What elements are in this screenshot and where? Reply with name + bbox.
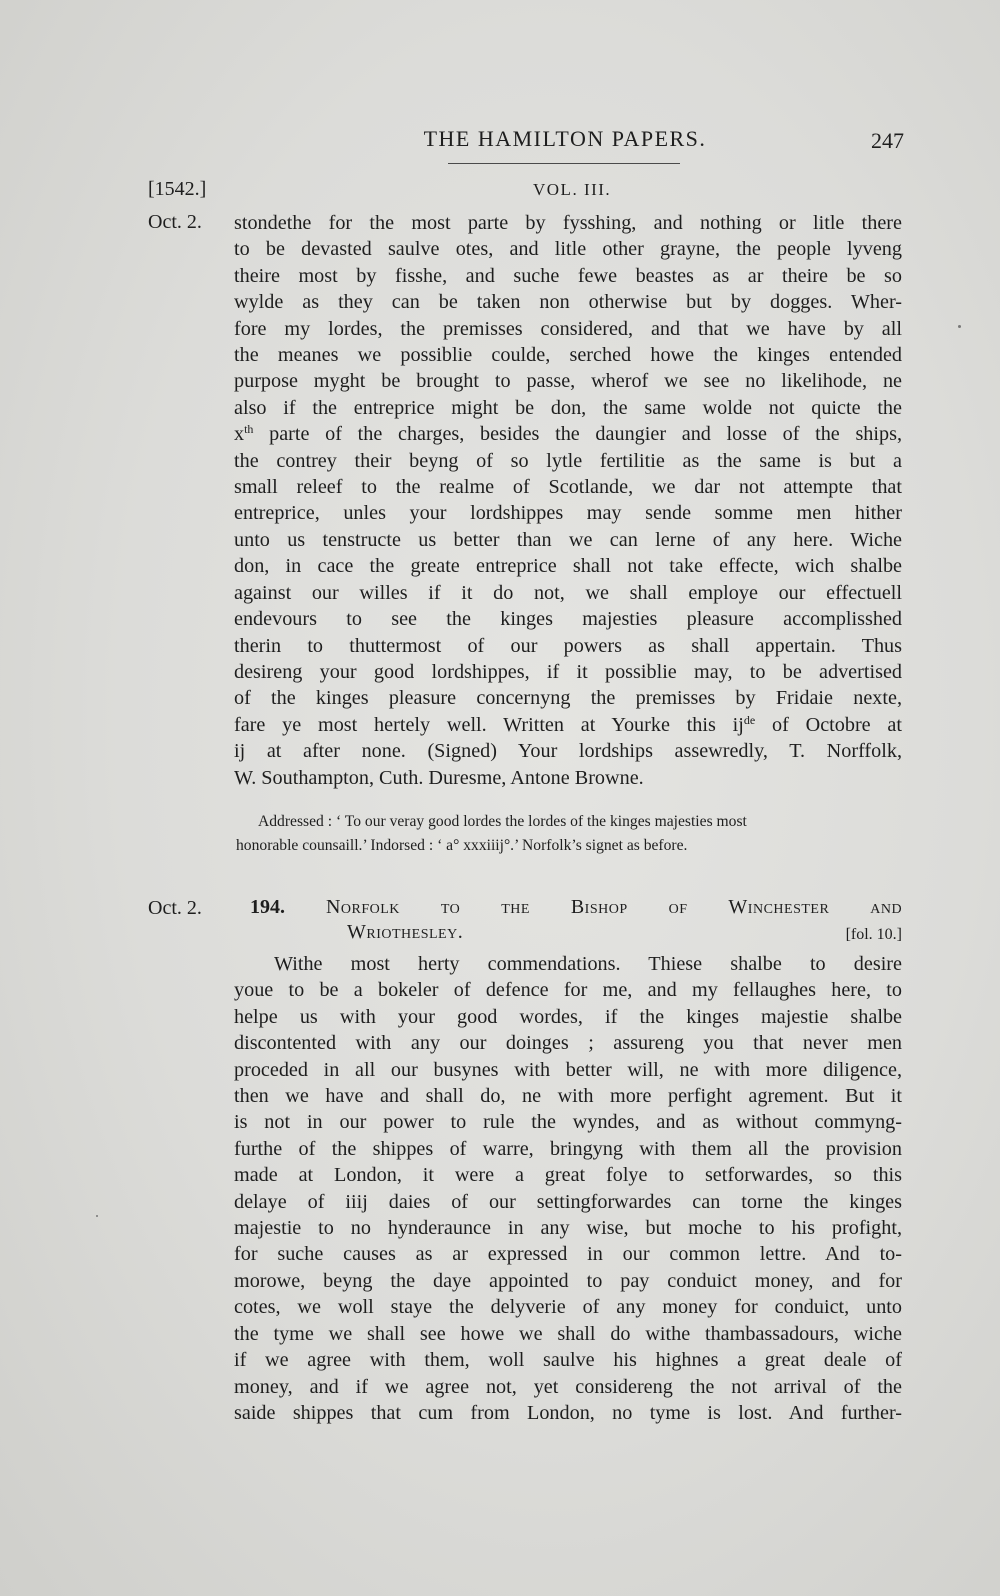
text-line: stondethe for the most parte by fysshing, and nothing or litle there bbox=[234, 212, 902, 234]
text-line: furthe of the shippes of warre, bringyng with them all the provision bbox=[234, 1137, 902, 1160]
line-start: fare ye most hertely well. Written at Yourke this ij bbox=[234, 713, 744, 736]
text-line: if we agree with them, woll saulve his highnes a great deale of bbox=[234, 1349, 902, 1372]
running-title: THE HAMILTON PAPERS. bbox=[423, 126, 707, 151]
heading-recipient: Wriothesley. bbox=[347, 921, 464, 943]
text-line: to be devasted saulve otes, and litle other grayne, the people lyveng bbox=[234, 238, 902, 261]
text-line: also if the entreprice might be don, the same wolde not quicte the bbox=[234, 396, 902, 419]
text-line: unto us tenstructe us better than we can lerne of any here. Wiche bbox=[234, 528, 902, 551]
text-line: proceded in all our busynes with better will, ne with more diligence, bbox=[234, 1058, 902, 1081]
note-line: Addressed : ‘ To our veray good lordes the lordes of the kinges majesties most bbox=[258, 813, 747, 830]
text-line: for suche causes as ar expressed in our common lettre. And to- bbox=[234, 1243, 902, 1266]
text-line: delaye of iiij daies of our settingforwardes can torne the kinges bbox=[234, 1190, 902, 1213]
title-rule bbox=[448, 163, 680, 164]
text-line: helpe us with your good wordes, if the kinges majestie shalbe bbox=[234, 1005, 902, 1028]
date-suffix: de bbox=[743, 712, 756, 727]
ordinal-suffix: th bbox=[244, 422, 254, 437]
text-line: cotes, we woll staye the delyverie of any money for conduict, unto bbox=[234, 1296, 902, 1319]
text-line: the meanes we possiblie coulde, serched howe the kinges entended bbox=[234, 344, 902, 367]
text-line: therin to thuttermost of our powers as shall appertain. Thus bbox=[234, 634, 902, 657]
text-line: desireng your good lordshippes, if it possiblie may, to be advertised bbox=[234, 660, 902, 683]
margin-date: Oct. 2. bbox=[148, 211, 202, 233]
text-line: purpose myght be brought to passe, wherof we see no likelihode, ne bbox=[234, 370, 902, 393]
paper-speck bbox=[958, 325, 961, 328]
text-line: wylde as they can be taken non otherwise but by dogges. Wher- bbox=[234, 291, 902, 314]
text-line bbox=[234, 421, 902, 447]
entry-heading bbox=[250, 895, 902, 945]
folio-reference: [fol. 10.] bbox=[845, 926, 902, 943]
text-line: small releef to the realme of Scotlande, we dar not attempte that bbox=[234, 476, 902, 499]
volume-label: VOL. III. bbox=[533, 180, 612, 199]
page-number: 247 bbox=[871, 128, 904, 153]
heading-line bbox=[250, 895, 902, 920]
heading-word: the bbox=[501, 896, 530, 918]
heading-line bbox=[250, 920, 902, 945]
text-line: fore my lordes, the premisses considered, and that we have by all bbox=[234, 317, 902, 340]
text-line: against our willes if it do not, we shall employe our effectuell bbox=[234, 581, 902, 604]
text-line: of the kinges pleasure concernyng the premisses by Fridaie nexte, bbox=[234, 687, 902, 710]
heading-word: Norfolk bbox=[325, 896, 400, 918]
text-line: theire most by fisshe, and suche fewe beastes as ar theire be so bbox=[234, 264, 902, 287]
text-line: the contrey their beyng of so lytle fertilitie as the same is but a bbox=[234, 449, 902, 472]
text-line: ij at after none. (Signed) Your lordships assewredly, T. Norffolk, bbox=[234, 740, 902, 763]
line-end: of Octobre at bbox=[772, 713, 903, 736]
heading-word: to bbox=[440, 896, 461, 918]
text-line: majestie to no hynderaunce in any wise, but moche to his profight, bbox=[234, 1217, 902, 1240]
text-line: money, and if we agree not, yet considereng the not arrival of the bbox=[234, 1375, 902, 1398]
letter-body bbox=[234, 951, 902, 1426]
text-line: is not in our power to rule the wyndes, and as without commyng- bbox=[234, 1111, 902, 1134]
text-line: endevours to see the kinges majesties pleasure accomplisshed bbox=[234, 608, 902, 631]
text-line: Withe most herty commendations. Thiese shalbe to desire bbox=[274, 953, 902, 975]
heading-word: Winchester bbox=[728, 896, 830, 918]
entry-number: 194. bbox=[250, 896, 285, 918]
text-line: entreprice, unles your lordshippes may sende somme men hither bbox=[234, 502, 902, 525]
heading-word: Bishop bbox=[570, 896, 628, 918]
heading-word: of bbox=[668, 896, 688, 918]
letter-body bbox=[234, 210, 902, 791]
endorsement-note bbox=[236, 810, 902, 858]
text-line: saide shippes that cum from London, no tyme is lost. And further- bbox=[234, 1401, 902, 1424]
year-marker: [1542.] bbox=[148, 178, 207, 200]
text-line bbox=[234, 712, 902, 738]
text-line: then we have and shall do, ne with more perfight agrement. But it bbox=[234, 1085, 902, 1108]
text-line: discontented with any our doinges ; assureng you that never men bbox=[234, 1032, 902, 1055]
line-rest: parte of the charges, besides the daungier and losse of the ships, bbox=[269, 423, 903, 446]
ordinal-x: x bbox=[234, 423, 245, 446]
note-line: honorable counsaill.’ Indorsed : ‘ a° xxxiiij°.’ Norfolk’s signet as before. bbox=[236, 837, 688, 854]
text-line: morowe, beyng the daye appointed to pay conduict money, and for bbox=[234, 1269, 902, 1292]
text-line: the tyme we shall see howe we shall do withe thambassadours, wiche bbox=[234, 1322, 902, 1345]
margin-date: Oct. 2. bbox=[148, 897, 202, 919]
text-line: youe to be a bokeler of defence for me, and my fellaughes here, to bbox=[234, 979, 902, 1002]
paper-speck bbox=[96, 1215, 98, 1217]
heading-word: and bbox=[870, 896, 903, 918]
text-line: don, in cace the greate entreprice shall not take effecte, wich shalbe bbox=[234, 555, 902, 578]
text-line: made at London, it were a great folye to setforwardes, so this bbox=[234, 1164, 902, 1187]
text-line: W. Southampton, Cuth. Duresme, Antone Browne. bbox=[234, 766, 644, 789]
